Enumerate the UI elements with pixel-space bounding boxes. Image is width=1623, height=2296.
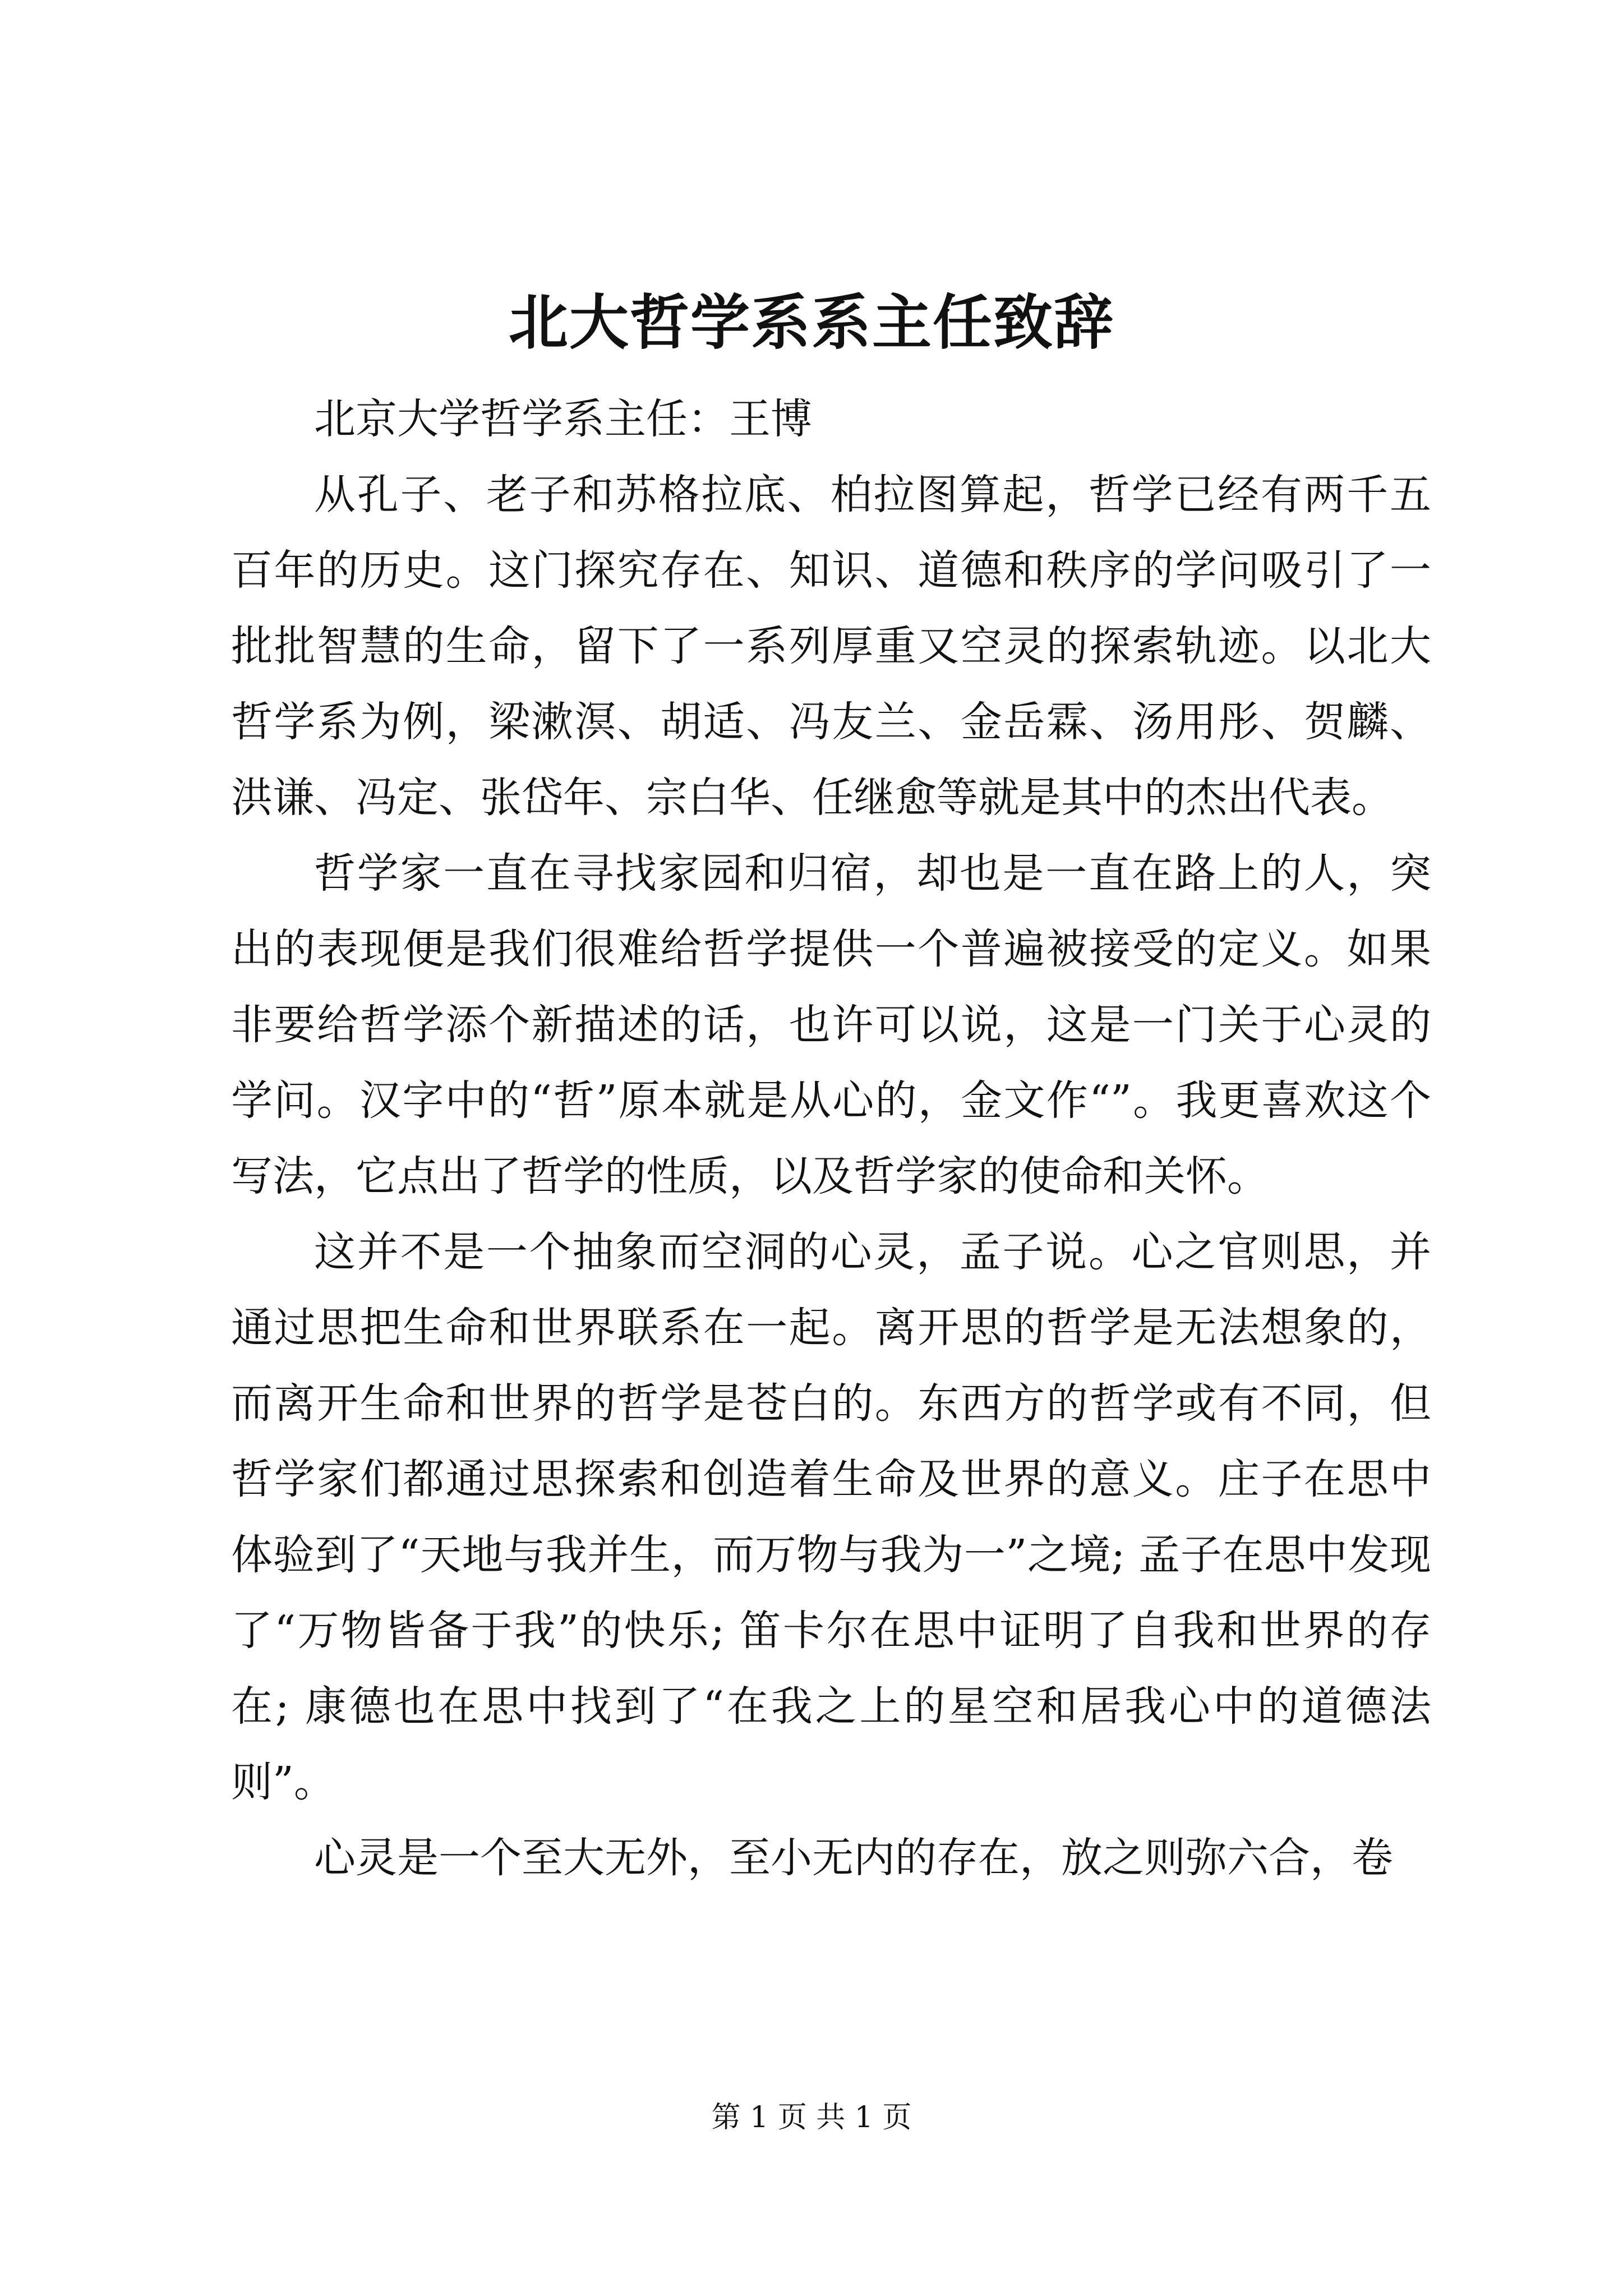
paragraph-4: 心灵是一个至大无外，至小无内的存在，放之则弥六合，卷 <box>314 1834 1393 1882</box>
paragraph-2: 哲学家一直在寻找家园和归宿，却也是一直在路上的人，突出的表现便是我们很难给哲学提供一个普遍被接受的定义。如果非要给哲学添个新描述的话，也许可以说，这是一门关于心灵的学问。汉字中的“哲”原本就是从心的，金文作“”。我更喜欢这个写法，它点出了哲学的性质，以及哲学家的使命和关怀。 <box>231 849 1431 1200</box>
page-footer: 第 1 页 共 1 页 <box>711 2101 912 2134</box>
document-title: 北大哲学系系主任致辞 <box>509 287 1114 357</box>
author-line: 北京大学哲学系主任：王博 <box>314 395 812 443</box>
document-body <box>231 381 1431 1896</box>
paragraph-3: 这并不是一个抽象而空洞的心灵，孟子说。心之官则思，并通过思把生命和世界联系在一起。离开思的哲学是无法想象的，而离开生命和世界的哲学是苍白的。东西方的哲学或有不同，但哲学家们都通过思探索和创造着生命及世界的意义。庄子在思中体验到了“天地与我并生，而万物与我为一”之境; 孟子在思中发现了“万物皆备于我”的快乐; 笛卡尔在思中证明了自我和世界的存在; 康德也在思中找到了“在我之上的星空和居我心中的道德法则”。 <box>231 1228 1431 1806</box>
paragraph-1: 从孔子、老子和苏格拉底、柏拉图算起，哲学已经有两千五百年的历史。这门探究存在、知识、道德和秩序的学问吸引了一批批智慧的生命，留下了一系列厚重又空灵的探索轨迹。以北大哲学系为例，梁漱溟、胡适、冯友兰、金岳霖、汤用彤、贺麟、洪谦、冯定、张岱年、宗白华、任继愈等就是其中的杰出代表。 <box>231 471 1431 822</box>
